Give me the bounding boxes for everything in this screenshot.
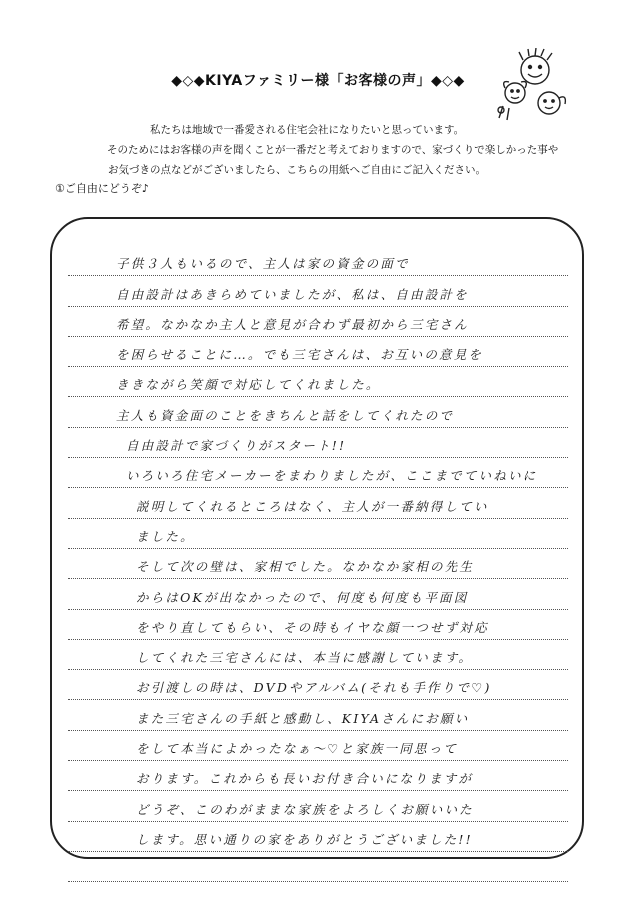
page-title: ◆◇◆KIYAファミリー様「お客様の声」◆◇◆: [171, 73, 465, 89]
ruled-line: [68, 367, 568, 397]
ruled-line: [68, 731, 568, 761]
ruled-line: [68, 791, 568, 821]
intro-text: [70, 120, 590, 180]
ruled-line: [68, 246, 568, 276]
ruled-line: [68, 428, 568, 458]
handwritten-line: おります。これからも長いお付き合いになりますが: [136, 771, 474, 787]
handwritten-line: 自由設計はあきらめていましたが、私は、自由設計を: [116, 286, 469, 302]
handwritten-line: 説明してくれるところはなく、主人が一番納得してい: [136, 498, 489, 514]
family-drawing-icon: [495, 48, 575, 126]
ruled-line: [68, 852, 568, 882]
ruled-line: [68, 397, 568, 427]
free-comment-prompt: ①ご自由にどうぞ♪: [55, 182, 149, 195]
handwritten-line: また三宅さんの手紙と感動し、KIYAさんにお願い: [136, 710, 470, 726]
handwritten-line: 自由設計で家づくりがスタート!!: [126, 438, 347, 454]
ruled-line: [68, 822, 568, 852]
intro-line: そのためにはお客様の声を聞くことが一番だと考えておりますので、家づくりで楽しかった事や: [107, 144, 559, 156]
ruled-line: [68, 761, 568, 791]
ruled-line: [68, 579, 568, 609]
ruled-line: [68, 610, 568, 640]
handwritten-line: をやり直してもらい、その時もイヤな顔一つせず対応: [136, 619, 489, 635]
handwritten-line: いろいろ住宅メーカーをまわりましたが、ここまでていねいに: [126, 468, 538, 484]
ruled-line: [68, 337, 568, 367]
intro-line: お気づきの点などがございましたら、こちらの用紙へご自由にご記入ください。: [108, 164, 486, 176]
ruled-line: [68, 549, 568, 579]
ruled-line: [68, 640, 568, 670]
ruled-line: [68, 519, 568, 549]
handwritten-line: どうぞ、このわがままな家族をよろしくお願いいた: [136, 801, 474, 817]
ruled-line: [68, 700, 568, 730]
ruled-line: [68, 488, 568, 518]
handwritten-line: 子供３人もいるので、主人は家の資金の面で: [116, 256, 410, 272]
intro-line: 私たちは地域で一番愛される住宅会社になりたいと思っています。: [150, 124, 465, 136]
handwritten-line: してくれた三宅さんには、本当に感謝しています。: [136, 650, 474, 666]
handwritten-line: お引渡しの時は、DVDやアルバム(それも手作りで♡): [136, 680, 492, 696]
handwritten-line: そして次の壁は、家相でした。なかなか家相の先生: [136, 559, 475, 575]
handwritten-line: 主人も資金面のことをきちんと話をしてくれたので: [116, 407, 455, 423]
ruled-line: [68, 307, 568, 337]
ruled-line: [68, 670, 568, 700]
handwritten-line: を困らせることに…。でも三宅さんは、お互いの意見を: [116, 347, 484, 363]
handwritten-line: をして本当によかったなぁ～♡と家族一同思って: [136, 741, 459, 757]
handwritten-line: ました。: [136, 528, 195, 544]
handwritten-comment: [68, 246, 568, 882]
ruled-line: [68, 276, 568, 306]
handwritten-line: からはOKが出なかったので、何度も何度も平面図: [136, 589, 469, 605]
handwritten-line: 希望。なかなか主人と意見が合わず最初から三宅さん: [116, 316, 469, 332]
ruled-line: [68, 458, 568, 488]
handwritten-line: します。思い通りの家をありがとうございました!!: [136, 831, 473, 847]
handwritten-line: ききながら笑顔で対応してくれました。: [116, 377, 381, 393]
